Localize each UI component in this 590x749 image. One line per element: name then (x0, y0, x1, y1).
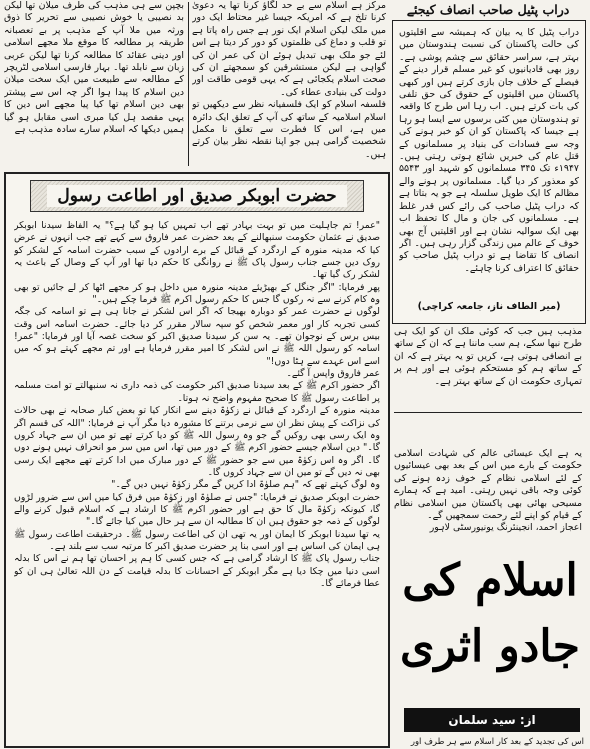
feature-title-line2: جادو اثری (400, 621, 580, 672)
author-bar (404, 708, 580, 732)
main-article-title: حضرت ابوبکر صدیق اور اطاعت رسول (47, 185, 346, 207)
right-article-signature: (میر الطاف ناز، جامعہ کراچی) (417, 301, 561, 312)
right-article-title: دراب پٹیل صاحب انصاف کیجئے (406, 2, 570, 17)
feature-author: از: سید سلمان (448, 713, 536, 727)
section-divider (394, 412, 582, 413)
top-left-column-text: بچپن سے ہی مذہب کی طرف میلان تھا لیکن بد نصیبی یا خوش نصیبی سے تحریر کا ذوق ورثہ میں ملا آپ کے مذہب پر بے تعصبانہ طریقہ پر مطالعہ کا موقع ملا مجھے اسلامی اور دینی عقائد کا مطالعہ کرنا تھا لیکن عربی زبان سے نابلد تھا۔ بہار فارسی اسلامی لٹریچر کے مطالعہ سے طبیعت میں ایک سخت میلان دین اسلام کا پیدا ہوا اگر چہ اس سے پیشتر بھی دین اسلام تھا کیا پیا مجھے اس دین کا یہی مقصد ہل کیا مبری اسی مقابل ہو گیا ہمیں دیکھا کہ اسلام سارے سادہ مذہب ہے (4, 0, 184, 136)
main-article-body: "عمر! تم جاہلیت میں تو بہت بہادر تھے اب تمہیں کیا ہو گیا ہے؟" یہ الفاظ سیدنا ابوبکر صدیق نے عثمان حکومت سنبھالنے کے بعد حضرت عمر فاروق سے کہے تھے جب انہوں نے عرض کیا کہ مدینہ منورہ کے اردگرد کے قبائل کے برے ارادوں کے سبب حضرت اسامہ کے لشکر کو روک دیں جسے جناب رسول پاک ﷺ نے روانگی کا حکم دیا تھا اور آپ کے وصال کے باعث یہ لشکر رک گیا تھا۔ پھر فرمایا: "اگر جنگل کے بھیڑیئے مدینہ منورہ میں داخل ہو کر مجھے اٹھا کر لے جائیں تو بھی وہ کام کرنے سے نہ رکوں گا جس کا حکم رسول اکرم ﷺ فرما چکے ہیں۔" لوگوں نے حضرت عمر کو دوبارہ بھیجا کہ اگر اس لشکر نے جانا ہی ہے تو اسامہ کی جگہ کسی تجربہ کار اور معمر شخص کو سپہ سالار مقرر کر دیا جائے۔ حضرت اسامہ اس وقت بیس برس کے نوجوان تھے۔ یہ سن کر سیدنا صدیق اکبر کو سخت غصہ آیا اور فرمایا: "عمر! اسامہ کو رسول اللہ ﷺ نے اس لشکر کا امیر مقرر فرمایا ہے اور تم مجھے کہتے ہو کہ میں اسے اس عہدے سے ہٹا دوں!" عمر فاروق واپس آ گئے۔ اگر حضور اکرم ﷺ کے بعد سیدنا صدیق اکبر حکومت کی ذمہ داری نہ سنبھالتے تو امت مسلمہ پر اطاعت رسول ﷺ کا صحیح مفہوم واضح نہ ہوتا۔ مدینہ منورہ کے اردگرد کے قبائل نے زکوٰۃ دینے سے انکار کیا تو بعض کبار صحابہ نے بھی حالات کی نزاکت کے پیش نظر ان سے نرمی برتنے کا مشورہ دیا مگر آپ نے فرمایا: "اللہ کی قسم اگر وہ ایک رسی بھی روکیں گے جو وہ رسول اللہ ﷺ کو دیا کرتے تھے تو میں ان سے جہاد کروں گا۔" دین اسلام جیسے حضور اکرم ﷺ کے دور میں تھا، اس میں سر مو انحراف نہیں ہونے دوں گا۔ اگر وہ اس زکوٰۃ میں سے جو حضور ﷺ کے دور مبارک میں ادا کرتے تھے مجھے ایک رسی بھی نہ دیں گے تو میں ان سے جہاد کروں گا۔ وہ لوگ کہتے تھے کہ "ہم صلوٰۃ ادا کریں گے مگر زکوٰۃ نہیں دیں گے۔" حضرت ابوبکر صدیق نے فرمایا: "جس نے صلوٰۃ اور زکوٰۃ میں فرق کیا میں اس سے ضرور لڑوں گا، کیونکہ زکوٰۃ مال کا حق ہے اور حضور اکرم ﷺ کا ارشاد ہے کہ اسلام قبول کرنے والے لوگوں کے ذمہ جو حقوق ہیں ان کا مطالبہ ان سے ہر حال میں کیا جائے گا۔" یہ تھا سیدنا ابوبکر کا ایمان اور یہ تھی ان کی اطاعت رسول ﷺ۔ درحقیقت اطاعت رسول ﷺ ہی ایمان کی اساس ہے اور اسی بنا پر حضرت صدیق اکبر کا مرتبہ سب سے بلند ہے۔ جناب رسول پاک ﷺ کا ارشاد گرامی ہے کہ جس کسی کا ہم پر احسان تھا ہم نے اس کا بدلہ اسی دنیا میں چکا دیا ہے مگر ابوبکر کے احسانات کا بدلہ قیامت کے دن اللہ تعالیٰ ہی ان کو عطا فرمائے گا۔ (14, 220, 380, 589)
right-article-box (392, 20, 586, 324)
feature-title-line1: اسلام کی (402, 555, 578, 606)
main-article-banner (30, 180, 364, 212)
feature-bottom-text: اس کی تجدید کے بعد کار اسلام سے ہر طرف اور (410, 737, 584, 747)
feature-title (398, 548, 582, 710)
top-middle-column-text: مرکز ہے اسلام سے بے حد لگاؤ کرنا تھا یہ دعویٰ کرنا تلخ ہے کہ امریکہ جیسا غیر محتاط ایک دور میں ملک لیکن اسلام ایک نور ہے جس راہ پاتا ہے تو قلب و دماغ کی ظلمتوں کو دور کر دیتا ہے اس لئے جو ملک بھی تبدیل ہوئے ان کی عمر ان کی گواہی ہے لیکن مستشرقین کو سمجھتے ان کی صحت اسلام یکجائی ہے کہ یہی قومی طاقت اور دولت کی بنیادی عطاء کی۔ فلسفہ اسلام کو ایک فلسفیانہ نظر سے دیکھیں تو اسلام اسلامیہ کے ساتھ کی آپ کے تعلق ایک دائرہ میں ہے، اس کا فطرت سے تعلق نا مکمل شخصیت گرامی ہیں جو اپنا نقطہ نظر بیان کرتے ہیں۔ (192, 0, 386, 160)
column-divider (188, 2, 189, 166)
right-article-body: دراب پٹیل کا یہ بیان کہ ہمیشہ سے اقلیتوں کی حالت پاکستان کی نسبت ہندوستان میں بہتر ہے، سراسر حقائق سے چشم پوشی ہے۔ روز بھی قادیانیوں کو غیر مسلم قرار دینے کے فیصلے کے خلاف جان بازی کرتے ہیں اور کبھی پاکستان میں اقلیتوں کے حقوق کی حق تلفی کی بات کرتے ہیں۔ اب رہا اس طرح کا واقعہ تو ہندوستان میں کئی برسوں سے ایسا ہو رہا ہے جیسا کہ پاکستان کو ان کو خبر ہونے کی وجہ سے فسادات کی بنیاد پر مسلمانوں کے قتل عام کی خبریں شائع ہوتی رہتی ہیں۔ ۱۹۴۷ء تک ۳۴۵ مسلمانوں کو شہید اور ۵۵۴۳ کو معذور کر دیا گیا۔ مسلمانوں پر ہونے والے مظالم کا ایک طویل سلسلہ ہے جو یہ بتاتا ہے کہ دراب پٹیل صاحب کی رائے کس قدر غلط ہے۔ مسلمانوں کی جان و مال کا تحفظ اب بھی ایک سوالیہ نشان ہے اور اقلیتیں آج بھی خوف کے عالم میں زندگی گزار رہی ہیں۔ اگر انصاف کا تقاضا ہے تو دراب پٹیل صاحب کو حقائق کا اعتراف کرنا چاہئے۔ (399, 27, 579, 274)
main-article-box (4, 172, 390, 748)
right-middle-text-2: یہ ہے ایک عیسائی عالم کی شہادت اسلامی حکومت کے بارے میں اس کے بعد بھی عیسائیوں کے لئے اسلامی نظام کے خوف زدہ ہونے کی کوئی وجہ باقی نہیں رہتی۔ امید ہے کہ ہمارے مسیحی بھائی بھی پاکستان میں اسلامی نظام کے قیام کو اپنے لئے رحمت سمجھیں گے۔ اعجاز احمد، انجینئرنگ یونیورسٹی لاہور (394, 448, 582, 534)
right-middle-text-1: مذہب ہیں جب کہ کوئی ملک ان کو ایک ہی طرح نبھا سکے، ہم سب ماننا ہے کہ ان کے ساتھ بے انصافی ہوتی ہے، کریں تو یہ بہتر ہے کہ ان کے ساتھ ہم کو مستحکم ہوئی ہے اور ہم پر تمہاری حکومت ان کے ساتھ بہتر ہے۔ (394, 326, 582, 387)
